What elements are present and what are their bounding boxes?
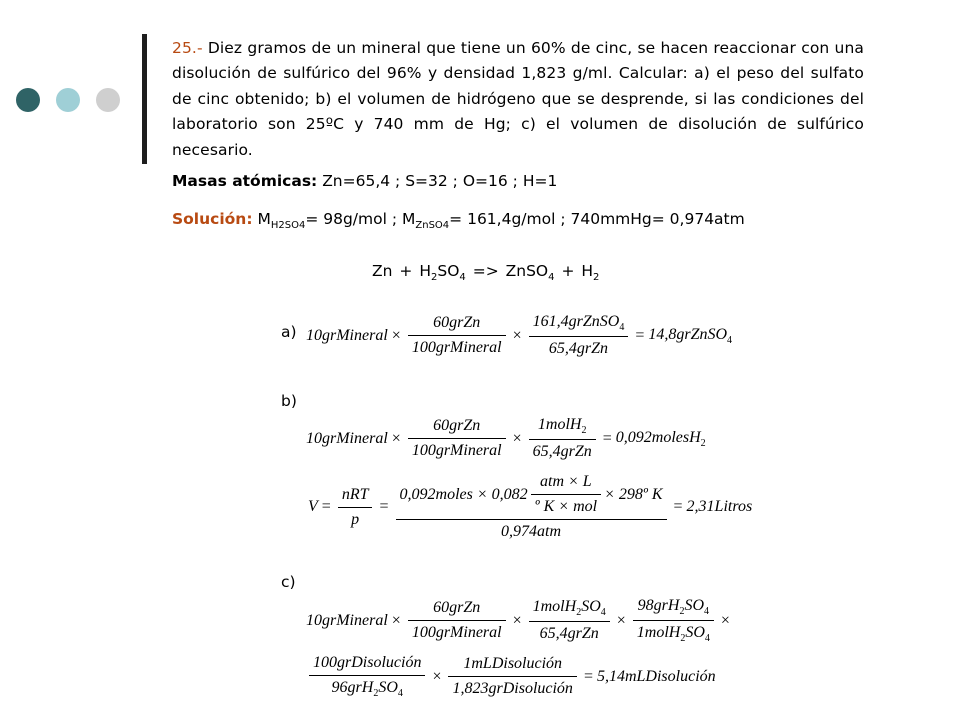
part-c-label: c) — [281, 573, 296, 591]
formula-part: SO — [437, 262, 460, 280]
molar-mass-h2so4 — [257, 210, 398, 232]
reaction-arrow: => — [472, 262, 499, 280]
formula-part: ZnSO — [505, 262, 549, 280]
times-sign: × — [512, 429, 522, 447]
part-a-label: a) — [281, 323, 297, 341]
formula-sub: 2 — [593, 272, 600, 284]
solution-label: Solución: — [172, 210, 253, 228]
sub: 2 — [700, 437, 706, 449]
m-value: = 161,4g/mol ; 740mmHg= 0,974atm — [449, 210, 745, 228]
m-symbol: M — [257, 210, 271, 228]
atomic-masses-label: Masas atómicas: — [172, 172, 318, 190]
denominator: 100grMineral — [408, 438, 506, 460]
denominator: 1,823grDisolución — [448, 676, 576, 698]
fraction — [529, 416, 596, 461]
formula-sub: 2 — [430, 272, 438, 284]
formula-sub: 4 — [459, 272, 466, 284]
formula-part: H — [581, 262, 594, 280]
m-subscript: ZnSO4 — [415, 220, 450, 232]
denominator: 0,974atm — [396, 519, 667, 541]
decor-dot-dark — [16, 88, 40, 112]
sub: 2 — [679, 606, 685, 618]
term: 1molH — [537, 416, 582, 433]
term: 1molH — [532, 598, 577, 616]
sub: 2 — [680, 633, 686, 645]
term: 98grH — [637, 597, 680, 614]
fraction — [529, 598, 610, 643]
problem-text: Diez gramos de un mineral que tiene un 60% de cinc, se hacen reaccionar con una disolución de sulfúrico del 96% y densidad 1,823 g/ml. Calcular: a) el peso del sulfato de cinc obtenido; b) el volumen de hidrógeno que se desprende, si las condiciones del laboratorio son 25ºC y 740 mm de Hg; c) el volumen de disolución de sulfúrico necesario. — [172, 39, 864, 159]
denominator — [633, 620, 714, 644]
term: 0,092moles × 0,082 — [399, 485, 528, 503]
term: 161,4grZnSO — [532, 313, 620, 330]
term: SO — [378, 679, 398, 696]
fraction — [309, 654, 425, 699]
numerator: 60grZn — [433, 314, 481, 332]
numerator — [529, 598, 610, 621]
equation-b2 — [308, 473, 752, 541]
numerator: atm × L — [540, 473, 592, 490]
reactant-h2so4 — [419, 262, 466, 284]
sub: 4 — [704, 606, 710, 618]
denominator: 65,4grZn — [529, 439, 596, 461]
equals-sign: = — [583, 667, 593, 685]
decor-dot-teal — [56, 88, 80, 112]
formula-sub: 4 — [548, 272, 555, 284]
eq-term: V — [308, 498, 318, 515]
equals-sign: = — [379, 498, 389, 515]
m-value: = 98g/mol ; — [305, 210, 398, 228]
sub: 4 — [727, 334, 733, 346]
fraction — [396, 473, 667, 541]
times-sign: × — [391, 326, 401, 344]
atomic-masses-values: Zn=65,4 ; S=32 ; O=16 ; H=1 — [322, 172, 558, 190]
result — [616, 429, 706, 449]
numerator — [529, 313, 629, 336]
eq-term: 10grMineral — [306, 326, 388, 344]
sub: 2 — [373, 688, 379, 700]
result — [648, 326, 732, 346]
sub: 4 — [619, 322, 625, 334]
atomic-masses — [172, 172, 557, 190]
fraction — [448, 655, 576, 698]
equals-sign: = — [635, 326, 645, 344]
m-subscript: H2SO4 — [270, 220, 306, 232]
numerator: 1mLDisolución — [463, 655, 563, 673]
inner-fraction — [531, 473, 601, 516]
decor-vertical-bar — [142, 34, 147, 164]
product-h2 — [581, 262, 600, 284]
reaction-equation — [372, 262, 599, 283]
fraction — [529, 313, 629, 358]
result: 2,31Litros — [686, 498, 753, 515]
term: 14,8grZnSO — [648, 325, 728, 343]
molar-mass-znso4 — [402, 210, 745, 232]
plus-sign: + — [561, 262, 575, 280]
fraction — [408, 314, 506, 357]
equals-sign: = — [602, 429, 612, 447]
fraction — [338, 486, 373, 529]
numerator: 100grDisolución — [313, 654, 422, 671]
term: 96grH — [331, 679, 374, 696]
eq-term: 10grMineral — [306, 429, 388, 447]
denominator: 100grMineral — [408, 335, 506, 357]
equation-a — [306, 313, 732, 358]
m-symbol: M — [402, 210, 416, 228]
times-sign: × — [720, 611, 730, 629]
equation-b1 — [306, 416, 706, 461]
sub: 2 — [581, 425, 587, 437]
denominator: p — [338, 507, 373, 529]
times-sign: × — [616, 611, 626, 629]
decor-dot-grey — [96, 88, 120, 112]
sub: 4 — [704, 633, 710, 645]
term: × 298º K — [604, 485, 663, 503]
fraction — [408, 599, 506, 642]
denominator: 65,4grZn — [529, 621, 610, 643]
term: SO — [685, 624, 705, 642]
times-sign: × — [512, 326, 522, 344]
numerator: 60grZn — [433, 417, 481, 435]
fraction — [408, 417, 506, 460]
times-sign: × — [391, 429, 401, 447]
formula-part: H — [419, 262, 431, 280]
plus-sign: + — [399, 262, 413, 280]
equation-c2 — [306, 654, 716, 699]
numerator — [634, 597, 713, 620]
denominator: 65,4grZn — [529, 336, 629, 358]
equals-sign: = — [321, 498, 331, 515]
term: 1molH — [636, 624, 681, 642]
equation-c1 — [306, 597, 734, 644]
term: SO — [581, 598, 601, 616]
term: 0,092molesH — [615, 428, 701, 446]
product-znso4 — [505, 262, 555, 284]
term: SO — [684, 597, 705, 614]
equals-sign: = — [673, 498, 683, 515]
denominator: º K × mol — [531, 494, 601, 516]
sub: 4 — [397, 688, 403, 700]
numerator: nRT — [341, 485, 369, 503]
sub: 4 — [600, 607, 606, 619]
times-sign: × — [432, 667, 442, 685]
part-b-label: b) — [281, 392, 297, 410]
fraction — [633, 597, 714, 644]
problem-number: 25.- — [172, 39, 203, 57]
sub: 2 — [576, 607, 582, 619]
denominator: 100grMineral — [408, 620, 506, 642]
times-sign: × — [512, 611, 522, 629]
result: 5,14mLDisolución — [596, 667, 716, 685]
eq-term: 10grMineral — [306, 611, 388, 629]
denominator — [309, 675, 425, 699]
solution-line — [172, 210, 745, 231]
numerator: 60grZn — [433, 599, 481, 617]
problem-statement — [172, 36, 864, 163]
times-sign: × — [391, 611, 401, 629]
numerator — [534, 416, 591, 439]
numerator — [396, 473, 667, 519]
reactant-zn: Zn — [372, 262, 393, 280]
